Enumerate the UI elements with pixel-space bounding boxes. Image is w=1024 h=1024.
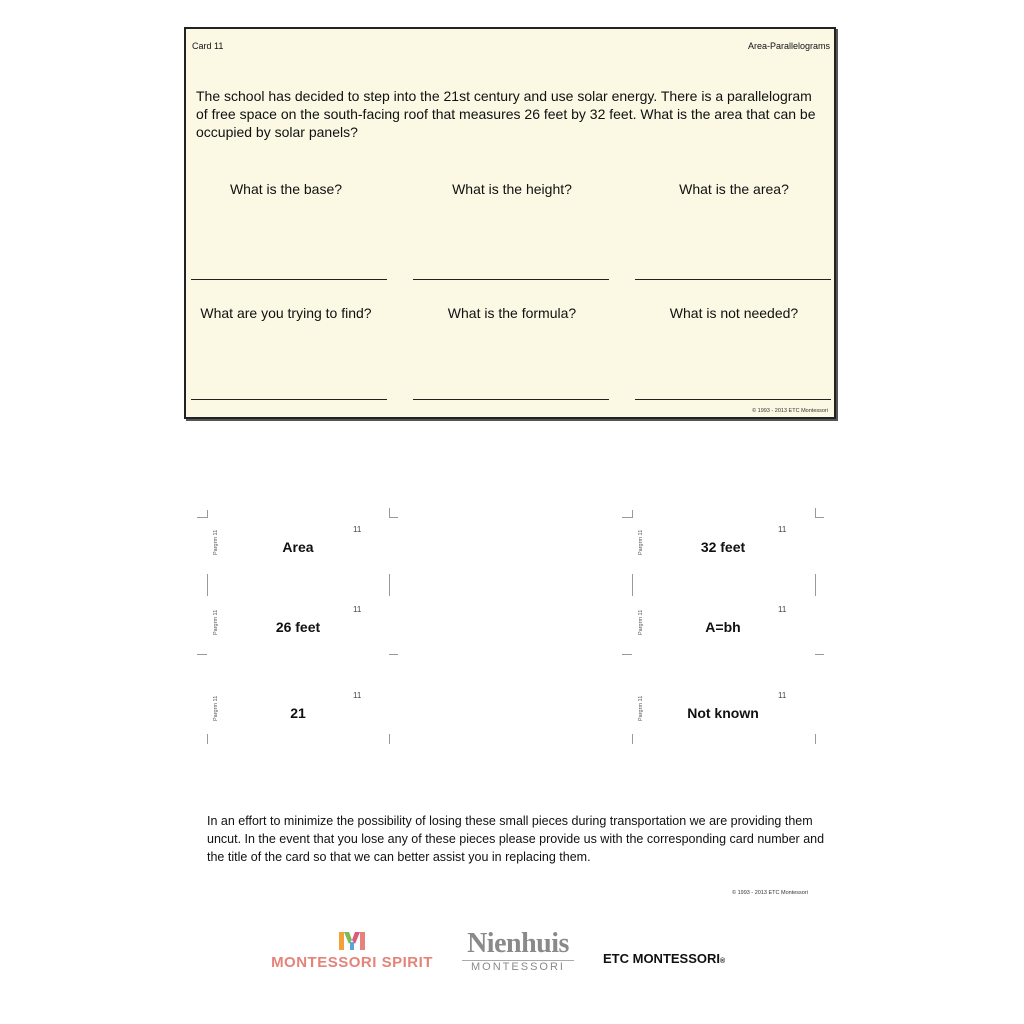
- piece-value: 21: [290, 705, 306, 721]
- etc-logo-text: ETC MONTESSORI: [603, 951, 721, 966]
- answer-line-not-needed[interactable]: [635, 399, 831, 400]
- crop-mark: [815, 654, 824, 655]
- answer-piece[interactable]: [628, 605, 818, 685]
- piece-value: 26 feet: [275, 619, 321, 635]
- crop-mark: [207, 734, 208, 744]
- crop-mark: [389, 574, 390, 596]
- transport-note: In an effort to minimize the possibility of losing these small pieces during transportation we are providing them uncut. In the event that you lose any of these pieces please provide us with the corresponding card number and the title of the card so that we can better assist you in replacing them.: [207, 814, 825, 864]
- question-height: What is the height?: [452, 181, 572, 197]
- card-number: Card 11: [192, 41, 224, 51]
- crop-mark: [389, 654, 398, 655]
- crop-mark: [197, 517, 207, 518]
- question-find: What are you trying to find?: [200, 305, 372, 321]
- card-title: Area-Parallelograms: [747, 41, 830, 51]
- answer-piece[interactable]: [628, 525, 818, 605]
- piece-value: Area: [282, 539, 314, 555]
- montessori-spirit-text: MONTESSORI SPIRIT: [271, 954, 433, 971]
- piece-side-label: Pargrm 11: [213, 695, 219, 721]
- crop-mark: [389, 734, 390, 744]
- crop-mark: [389, 517, 398, 518]
- crop-mark: [632, 734, 633, 744]
- crop-mark: [815, 517, 824, 518]
- crop-mark: [815, 734, 816, 744]
- answer-line-area[interactable]: [635, 279, 831, 280]
- nienhuis-sub-text: MONTESSORI: [462, 960, 574, 973]
- card-problem: The school has decided to step into the 21st century and use solar energy. There is a parallelogram of free space on the south-facing roof that measures 26 feet by 32 feet. What is the area that can be occupied by solar panels?: [196, 88, 816, 140]
- question-base: What is the base?: [229, 181, 343, 197]
- footer-copyright: © 1993 - 2013 ETC Montessori: [732, 890, 808, 896]
- piece-card-number: 11: [778, 605, 787, 614]
- answer-piece[interactable]: [628, 691, 818, 771]
- answer-piece[interactable]: [203, 605, 393, 685]
- piece-card-number: 11: [353, 691, 362, 700]
- answer-line-height[interactable]: [413, 279, 609, 280]
- crop-mark: [815, 574, 816, 596]
- registered-mark: ®: [720, 958, 726, 965]
- crop-mark: [197, 654, 207, 655]
- piece-value: A=bh: [705, 619, 741, 635]
- piece-card-number: 11: [778, 691, 787, 700]
- piece-card-number: 11: [353, 525, 362, 534]
- answer-line-find[interactable]: [191, 399, 387, 400]
- answer-piece[interactable]: [203, 525, 393, 605]
- answer-line-base[interactable]: [191, 279, 387, 280]
- piece-side-label: Pargrm 11: [638, 609, 644, 635]
- question-area: What is the area?: [679, 181, 789, 197]
- piece-side-label: Pargrm 11: [213, 609, 219, 635]
- question-not-needed: What is not needed?: [669, 305, 799, 321]
- piece-value: 32 feet: [700, 539, 746, 555]
- nienhuis-main-text: Nienhuis: [467, 928, 569, 959]
- answer-piece[interactable]: [203, 691, 393, 771]
- card-copyright: © 1993 - 2013 ETC Montessori: [752, 408, 828, 414]
- piece-card-number: 11: [778, 525, 787, 534]
- piece-side-label: Pargrm 11: [213, 529, 219, 555]
- piece-side-label: Pargrm 11: [638, 529, 644, 555]
- nienhuis-logo: [462, 930, 574, 973]
- etc-montessori-logo: [603, 951, 725, 966]
- crop-mark: [207, 510, 208, 518]
- piece-card-number: 11: [353, 605, 362, 614]
- montessori-spirit-mark-icon: [337, 930, 367, 952]
- montessori-spirit-logo: [264, 930, 440, 971]
- crop-mark: [622, 517, 632, 518]
- crop-mark: [207, 574, 208, 596]
- answer-line-formula[interactable]: [413, 399, 609, 400]
- crop-mark: [632, 510, 633, 518]
- question-formula: What is the formula?: [447, 305, 577, 321]
- crop-mark: [622, 654, 632, 655]
- piece-side-label: Pargrm 11: [638, 695, 644, 721]
- piece-value: Not known: [687, 705, 759, 721]
- task-card: [184, 27, 836, 419]
- crop-mark: [632, 574, 633, 596]
